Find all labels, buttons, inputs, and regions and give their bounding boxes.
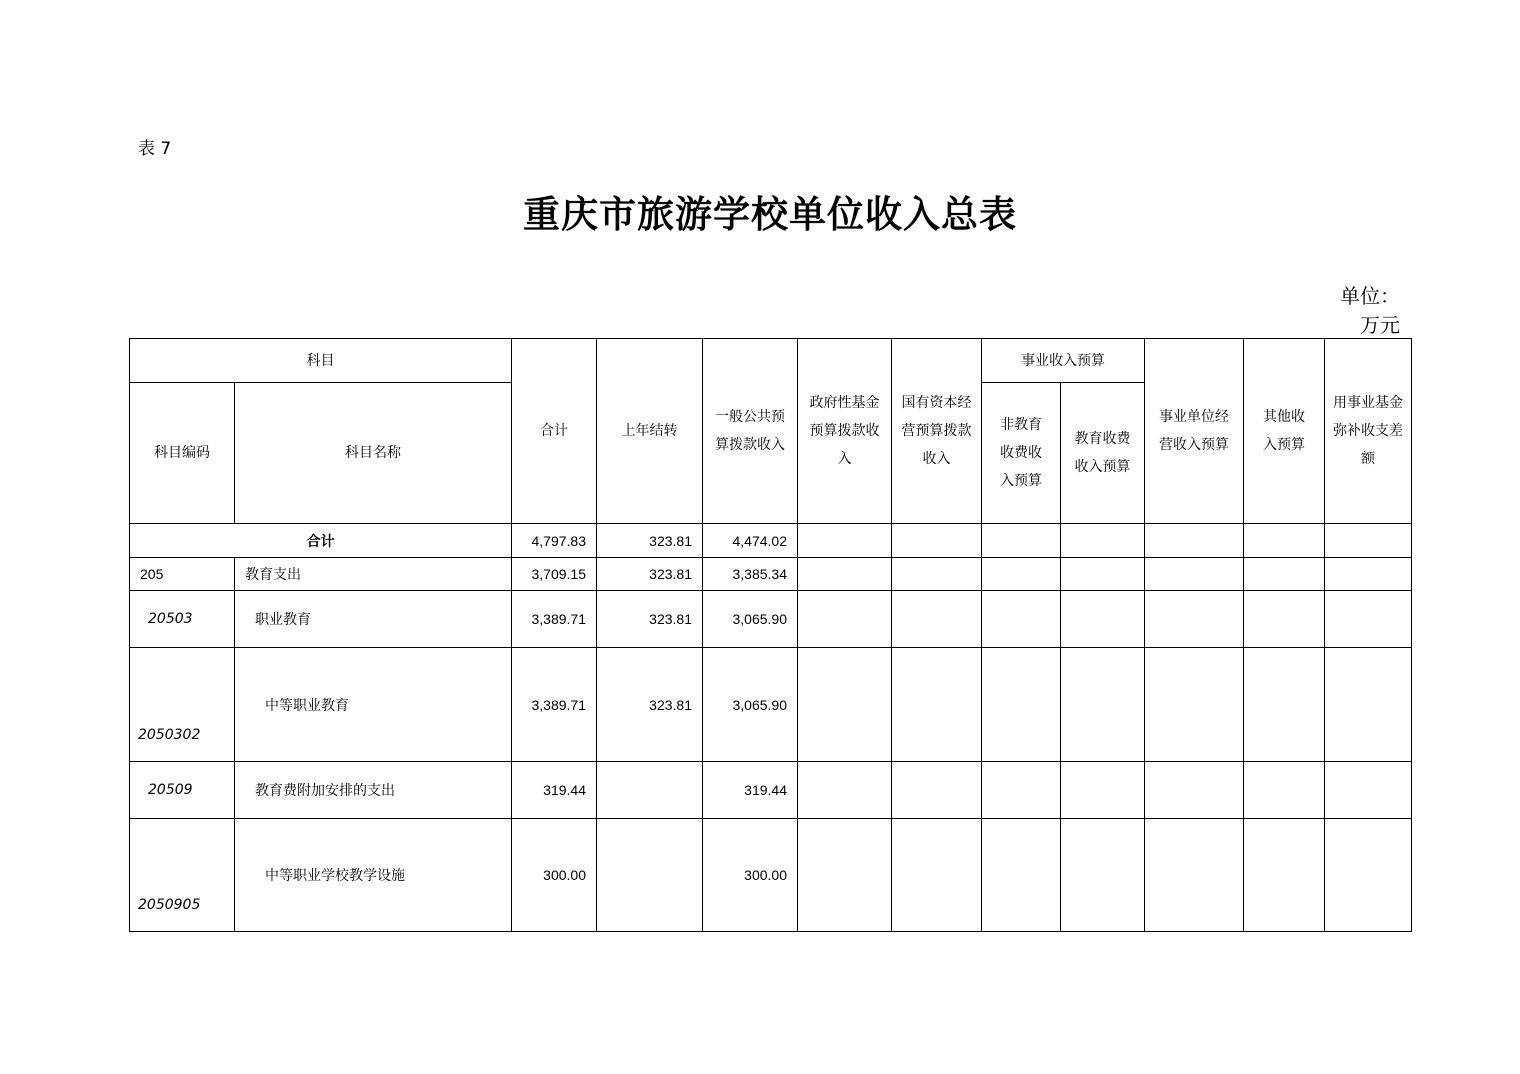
row-general-budget: 3,385.34 <box>703 558 798 591</box>
total-row-total: 4,797.83 <box>512 524 597 558</box>
header-state-capital: 国有资本经营预算拨款收入 <box>892 339 982 524</box>
row-name: 职业教育 <box>235 591 512 648</box>
empty-cell <box>982 648 1061 762</box>
empty-cell <box>982 762 1061 819</box>
row-general-budget: 319.44 <box>703 762 798 819</box>
header-non-edu-fee: 非教育收费收入预算 <box>982 383 1061 524</box>
empty-cell <box>798 524 892 558</box>
empty-cell <box>798 648 892 762</box>
empty-cell <box>1145 524 1244 558</box>
header-subject-code: 科目编码 <box>130 383 235 524</box>
header-operating-income: 事业单位经营收入预算 <box>1145 339 1244 524</box>
empty-cell <box>982 558 1061 591</box>
table-number: 表 7 <box>138 139 172 159</box>
total-row-carryover: 323.81 <box>597 524 703 558</box>
empty-cell <box>892 762 982 819</box>
empty-cell <box>982 591 1061 648</box>
empty-cell <box>1325 648 1412 762</box>
empty-cell <box>1061 819 1145 932</box>
row-total: 3,389.71 <box>512 591 597 648</box>
row-total: 319.44 <box>512 762 597 819</box>
empty-cell <box>1244 648 1325 762</box>
table-row <box>130 648 1412 762</box>
table-row <box>130 591 1412 648</box>
empty-cell <box>798 558 892 591</box>
empty-cell <box>1244 591 1325 648</box>
row-carryover: 323.81 <box>597 591 703 648</box>
row-name: 教育支出 <box>235 558 512 591</box>
header-subject-name: 科目名称 <box>235 383 512 524</box>
empty-cell <box>1145 648 1244 762</box>
empty-cell <box>892 648 982 762</box>
empty-cell <box>1244 819 1325 932</box>
empty-cell <box>1061 648 1145 762</box>
empty-cell <box>892 591 982 648</box>
empty-cell <box>892 558 982 591</box>
empty-cell <box>1244 558 1325 591</box>
empty-cell <box>1145 762 1244 819</box>
header-edu-fee: 教育收费收入预算 <box>1061 383 1145 524</box>
row-code: 205 <box>130 558 235 591</box>
page-title: 重庆市旅游学校单位收入总表 <box>523 193 1017 236</box>
row-name: 中等职业学校教学设施 <box>235 819 512 932</box>
row-carryover: 323.81 <box>597 558 703 591</box>
empty-cell <box>1061 558 1145 591</box>
empty-cell <box>1061 591 1145 648</box>
header-subject: 科目 <box>130 339 512 383</box>
empty-cell <box>982 524 1061 558</box>
empty-cell <box>1325 558 1412 591</box>
row-code: 20509 <box>130 762 235 819</box>
total-row-general-budget: 4,474.02 <box>703 524 798 558</box>
row-general-budget: 300.00 <box>703 819 798 932</box>
header-row-1 <box>130 339 1412 383</box>
total-row-label: 合计 <box>130 524 512 558</box>
row-code: 2050302 <box>130 648 235 762</box>
empty-cell <box>892 524 982 558</box>
empty-cell <box>1145 591 1244 648</box>
row-carryover <box>597 762 703 819</box>
table-row <box>130 819 1412 932</box>
unit-label <box>1310 282 1400 340</box>
header-other-income: 其他收入预算 <box>1244 339 1325 524</box>
row-general-budget: 3,065.90 <box>703 648 798 762</box>
empty-cell <box>1061 524 1145 558</box>
empty-cell <box>1325 762 1412 819</box>
row-total: 300.00 <box>512 819 597 932</box>
empty-cell <box>982 819 1061 932</box>
header-gov-fund: 政府性基金预算拨款收入 <box>798 339 892 524</box>
income-summary-table <box>129 338 1412 932</box>
empty-cell <box>1244 524 1325 558</box>
row-total: 3,709.15 <box>512 558 597 591</box>
row-total: 3,389.71 <box>512 648 597 762</box>
empty-cell <box>798 819 892 932</box>
total-row <box>130 524 1412 558</box>
table-row <box>130 762 1412 819</box>
empty-cell <box>1325 591 1412 648</box>
row-code: 20503 <box>130 591 235 648</box>
header-general-budget: 一般公共预算拨款收入 <box>703 339 798 524</box>
empty-cell <box>798 762 892 819</box>
empty-cell <box>1325 819 1412 932</box>
empty-cell <box>1145 558 1244 591</box>
empty-cell <box>1061 762 1145 819</box>
row-carryover: 323.81 <box>597 648 703 762</box>
row-code: 2050905 <box>130 819 235 932</box>
empty-cell <box>1145 819 1244 932</box>
unit-label-line2: 万元 <box>1360 313 1400 337</box>
row-carryover <box>597 819 703 932</box>
header-business-income: 事业收入预算 <box>982 339 1145 383</box>
header-carryover: 上年结转 <box>597 339 703 524</box>
row-general-budget: 3,065.90 <box>703 591 798 648</box>
unit-label-line1: 单位： <box>1340 284 1400 308</box>
row-name: 中等职业教育 <box>235 648 512 762</box>
empty-cell <box>798 591 892 648</box>
empty-cell <box>1325 524 1412 558</box>
header-fund-offset: 用事业基金弥补收支差额 <box>1325 339 1412 524</box>
empty-cell <box>892 819 982 932</box>
header-total: 合计 <box>512 339 597 524</box>
empty-cell <box>1244 762 1325 819</box>
table-row <box>130 558 1412 591</box>
row-name: 教育费附加安排的支出 <box>235 762 512 819</box>
